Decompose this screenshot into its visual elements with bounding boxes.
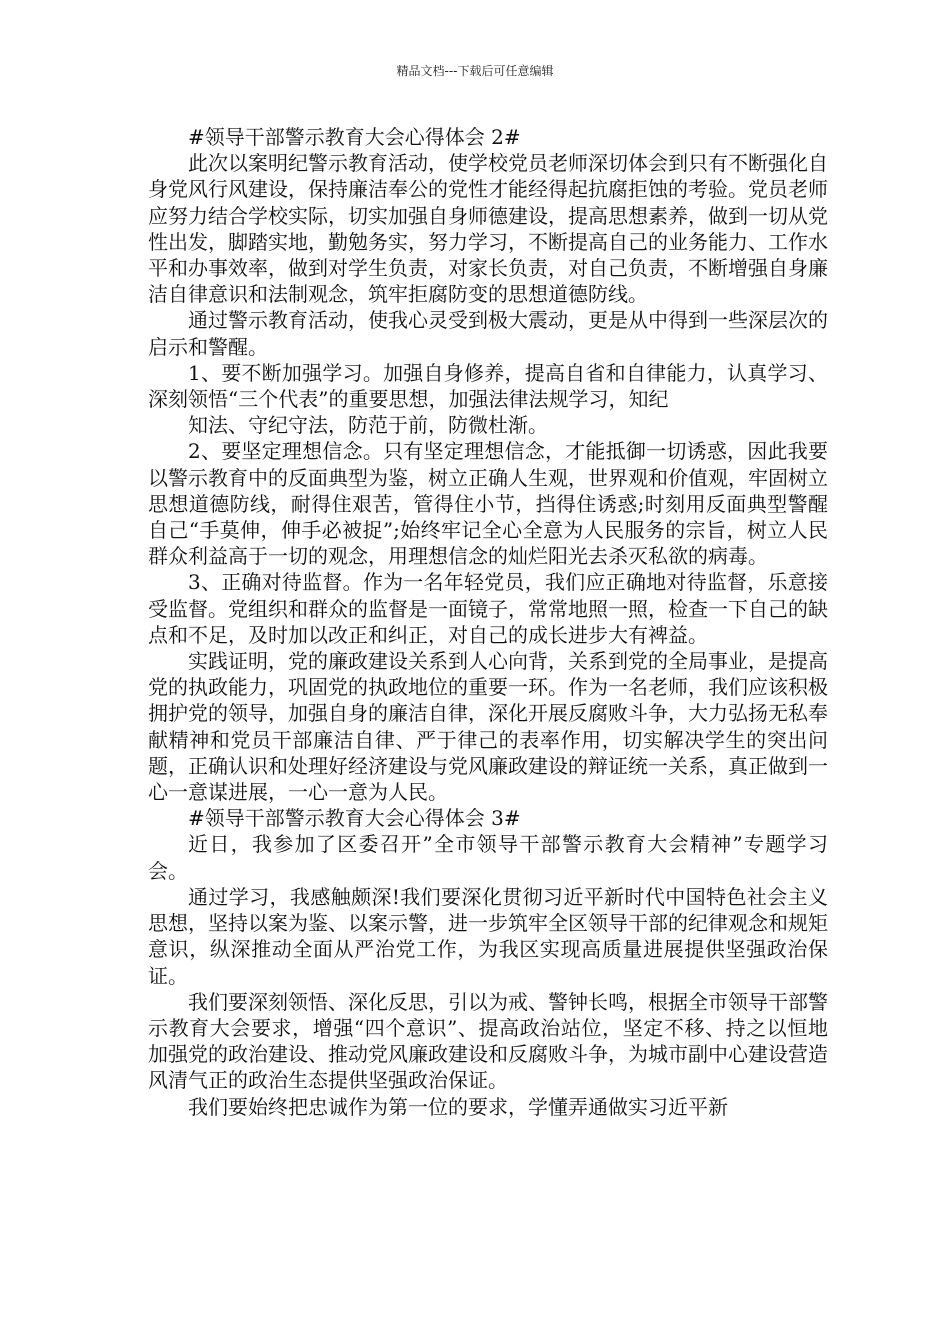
body-paragraph: 1、要不断加强学习。加强自身修养，提高自省和自律能力，认真学习、深刻领悟“三个代表”的重要思想，加强法律法规学习，知纪: [148, 360, 828, 412]
document-body: [148, 124, 828, 1120]
section-heading: #领导干部警示教育大会心得体会 3#: [188, 806, 521, 831]
body-paragraph: 我们要始终把忠诚作为第一位的要求，学懂弄通做实习近平新: [188, 1094, 728, 1119]
page-header: 精品文档---下载后可任意编辑: [396, 64, 554, 78]
body-paragraph: 此次以案明纪警示教育活动，使学校党员老师深切体会到只有不断强化自身党风行风建设，保持廉洁奉公的党性才能经得起抗腐拒蚀的考验。党员老师应努力结合学校实际，切实加强自身师德建设，提高思想素养，做到一切从党性出发，脚踏实地，勤勉务实，努力学习，不断提高自己的业务能力、工作水平和办事效率，做到对学生负责，对家长负责，对自己负责，不断增强自身廉洁自律意识和法制观念，筑牢拒腐防变的思想道德防线。: [148, 151, 828, 307]
body-paragraph: 实践证明，党的廉政建设关系到人心向背，关系到党的全局事业，是提高党的执政能力，巩固党的执政地位的重要一环。作为一名老师，我们应该积极拥护党的领导，加强自身的廉洁自律，深化开展反腐败斗争，大力弘扬无私奉献精神和党员干部廉洁自律、严于律己的表率作用，切实解决学生的突出问题，正确认识和处理好经济建设与党风廉政建设的辩证统一关系，真正做到一心一意谋进展，一心一意为人民。: [148, 649, 828, 805]
body-paragraph: 我们要深刻领悟、深化反思，引以为戒、警钟长鸣，根据全市领导干部警示教育大会要求，增强“四个意识”、提高政治站位，坚定不移、持之以恒地加强党的政治建设、推动党风廉政建设和反腐败斗争，为城市副中心建设营造风清气正的政治生态提供坚强政治保证。: [148, 989, 828, 1093]
body-paragraph: 通过学习，我感触颇深!我们要深化贯彻习近平新时代中国特色社会主义思想，坚持以案为鉴、以案示警，进一步筑牢全区领导干部的纪律观念和规矩意识，纵深推动全面从严治党工作，为我区实现高质量进展提供坚强政治保证。: [148, 884, 828, 988]
body-paragraph: 3、正确对待监督。作为一名年轻党员，我们应正确地对待监督，乐意接受监督。党组织和群众的监督是一面镜子，常常地照一照，检查一下自己的缺点和不足，及时加以改正和纠正，对自己的成长进步大有裨益。: [148, 570, 828, 647]
body-paragraph: 2、要坚定理想信念。只有坚定理想信念，才能抵御一切诱惑，因此我要以警示教育中的反面典型为鉴，树立正确人生观，世界观和价值观，牢固树立思想道德防线，耐得住艰苦，管得住小节，挡得住诱惑;时刻用反面典型警醒自己“手莫伸，伸手必被捉”;始终牢记全心全意为人民服务的宗旨，树立人民群众利益高于一切的观念，用理想信念的灿烂阳光去杀灭私欲的病毒。: [148, 439, 828, 569]
body-paragraph: 通过警示教育活动，使我心灵受到极大震动，更是从中得到一些深层次的启示和警醒。: [148, 308, 828, 359]
body-paragraph: 知法、守纪守法，防范于前，防微杜渐。: [188, 413, 548, 438]
section-heading: #领导干部警示教育大会心得体会 2#: [188, 125, 521, 149]
body-paragraph: 近日，我参加了区委召开”全市领导干部警示教育大会精神”专题学习会。: [148, 832, 828, 883]
